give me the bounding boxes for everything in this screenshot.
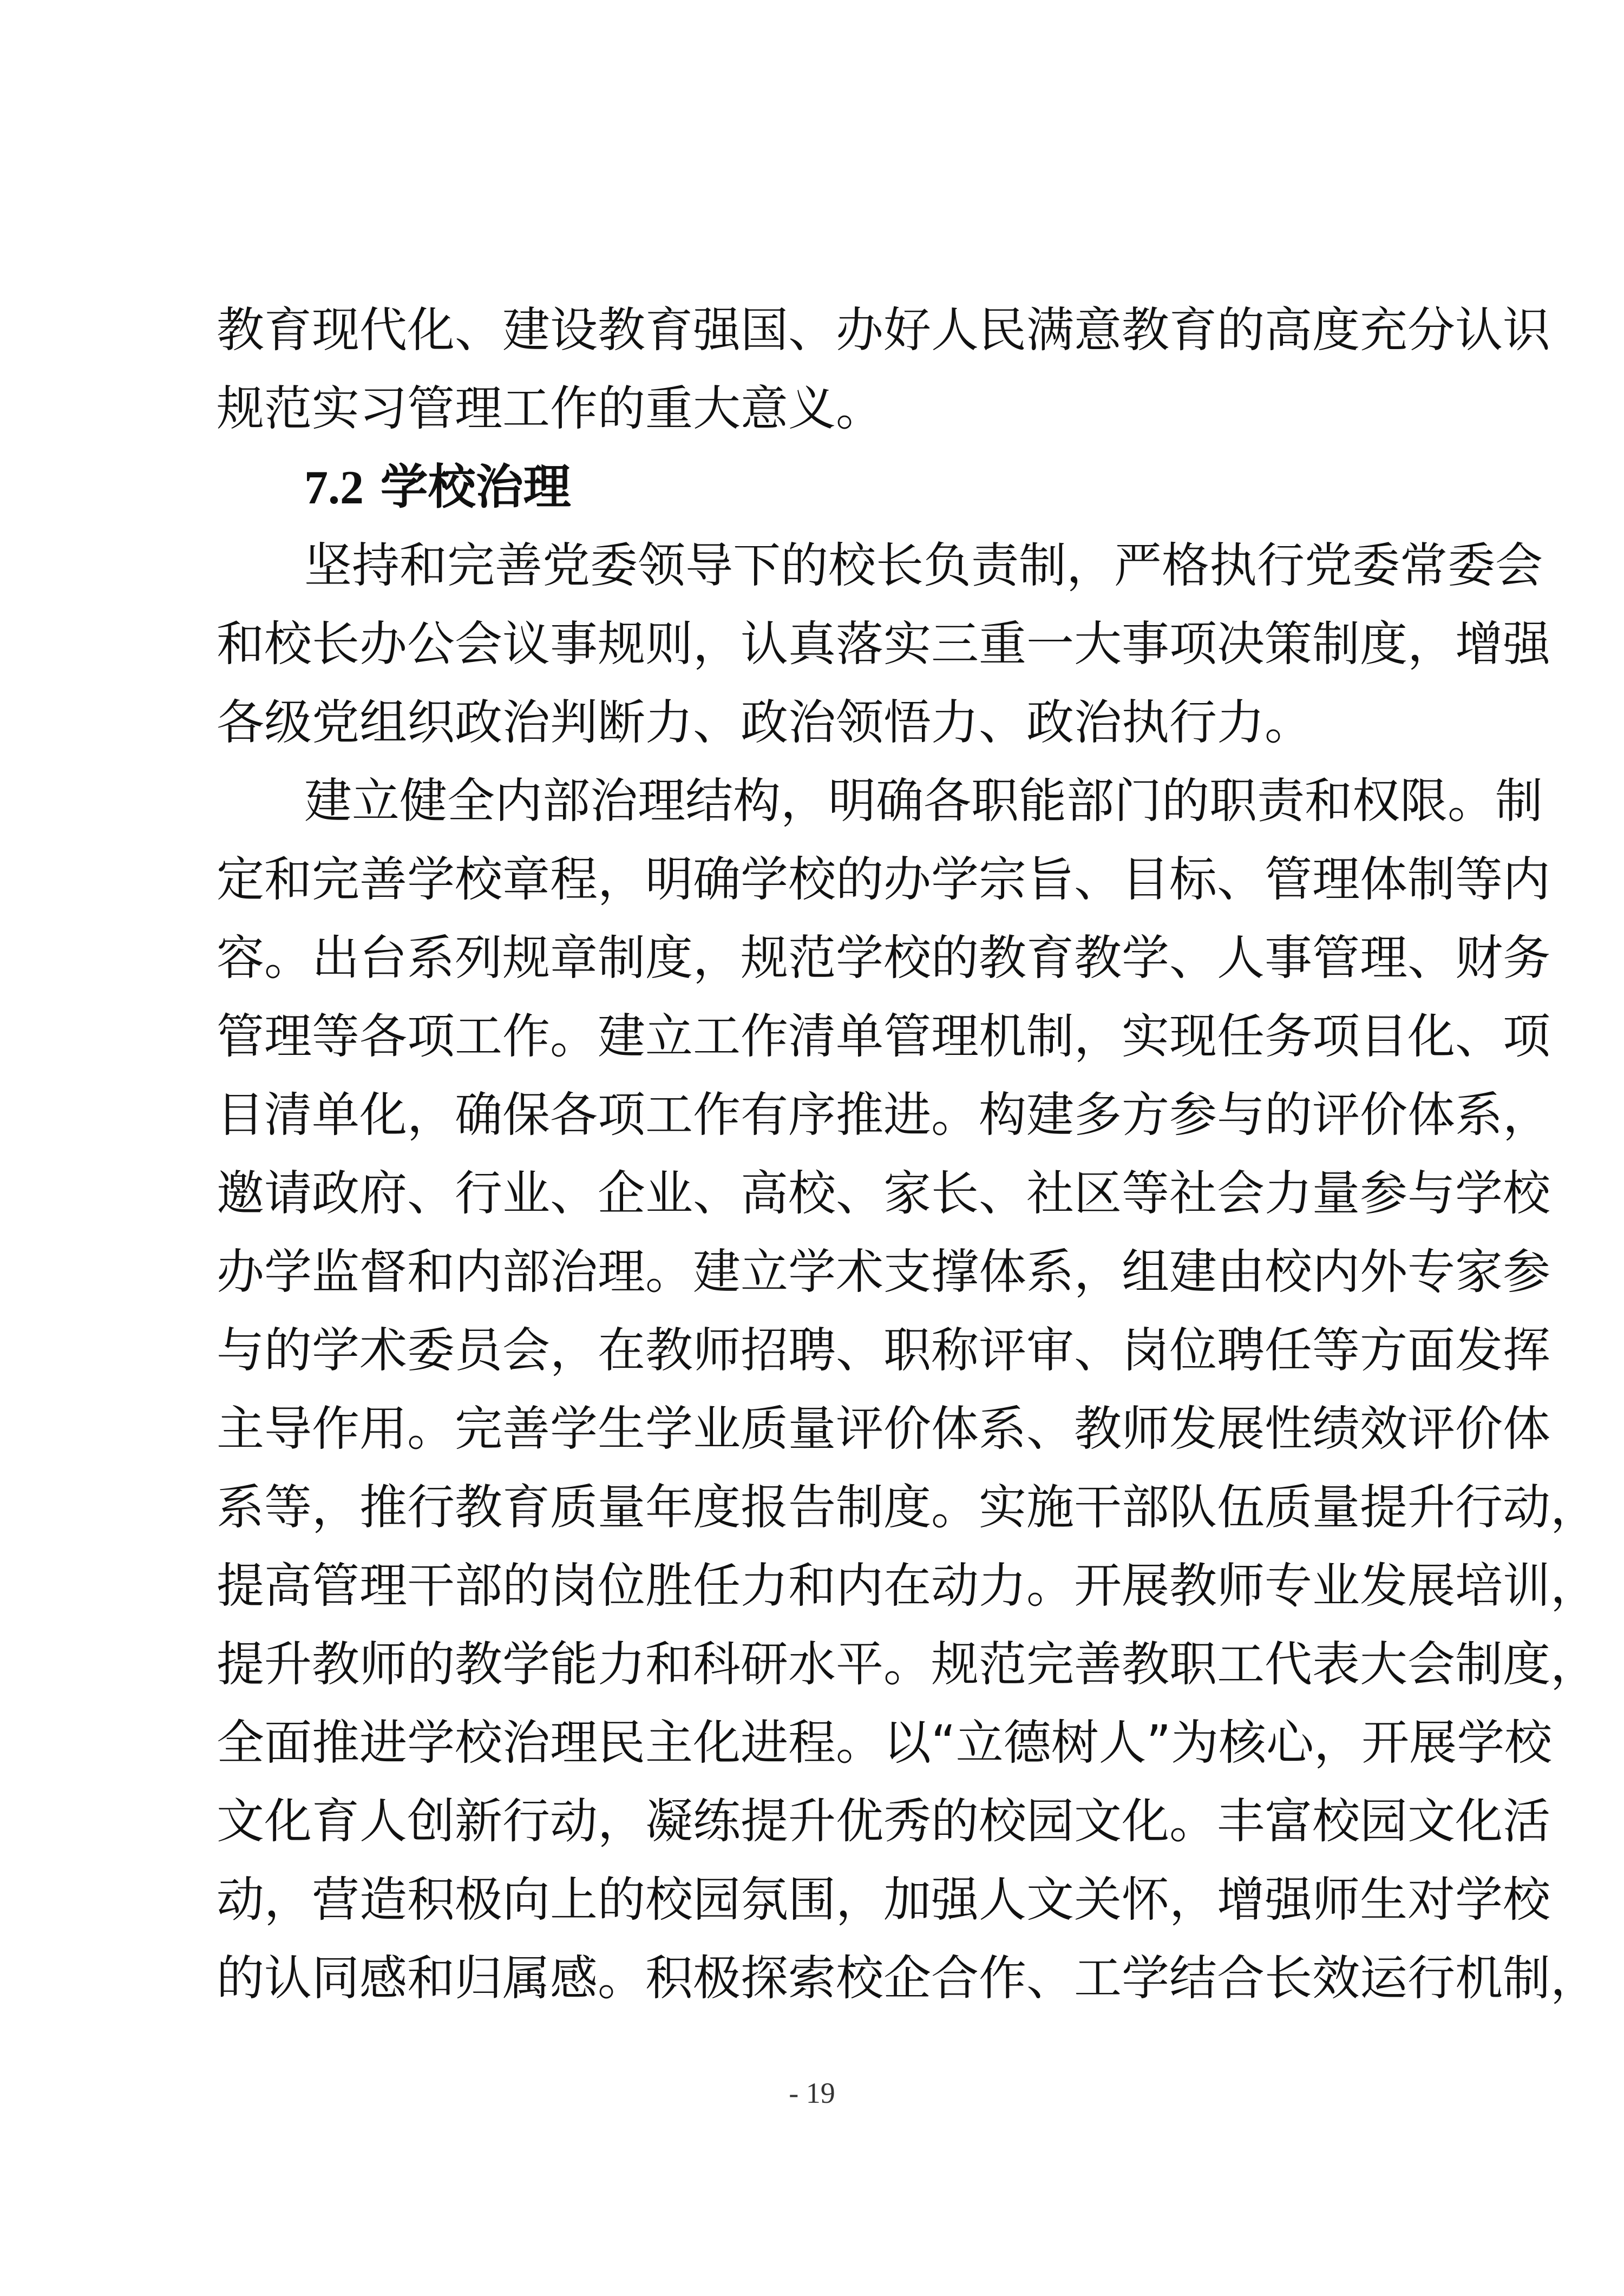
- paragraph-line: 邀请政府、行业、企业、高校、家长、社区等社会力量参与学校: [217, 1165, 1551, 1221]
- paragraph-line: 动，营造积极向上的校园氛围，加强人文关怀，增强师生对学校: [217, 1872, 1551, 1927]
- paragraph-line: 提高管理干部的岗位胜任力和内在动力。开展教师专业发展培训，: [217, 1558, 1599, 1613]
- paragraph-line: 管理等各项工作。建立工作清单管理机制，实现任务项目化、项: [217, 1008, 1551, 1064]
- paragraph-line: 和校长办公会议事规则，认真落实三重一大事项决策制度，增强: [217, 616, 1551, 672]
- section-heading: [304, 457, 846, 517]
- section-number: 7.2: [304, 462, 364, 514]
- paragraph-line: 容。出台系列规章制度，规范学校的教育教学、人事管理、财务: [217, 930, 1551, 986]
- paragraph-line: 全面推进学校治理民主化进程。以“立德树人”为核心，开展学校: [217, 1715, 1553, 1770]
- paragraph-line: 与的学术委员会，在教师招聘、职称评审、岗位聘任等方面发挥: [217, 1322, 1551, 1378]
- paragraph-line: 办学监督和内部治理。建立学术支撑体系，组建由校内外专家参: [217, 1244, 1551, 1300]
- paragraph-line: 目清单化，确保各项工作有序推进。构建多方参与的评价体系，: [217, 1087, 1551, 1143]
- paragraph-line: 的认同感和归属感。积极探索校企合作、工学结合长效运行机制，: [217, 1950, 1599, 2006]
- paragraph-line: 文化育人创新行动，凝练提升优秀的校园文化。丰富校园文化活: [217, 1793, 1551, 1849]
- paragraph-line: 定和完善学校章程，明确学校的办学宗旨、目标、管理体制等内: [217, 851, 1551, 907]
- paragraph-line: 教育现代化、建设教育强国、办好人民满意教育的高度充分认识: [217, 302, 1551, 358]
- paragraph-line: 系等，推行教育质量年度报告制度。实施干部队伍质量提升行动，: [217, 1479, 1599, 1535]
- paragraph-line: 建立健全内部治理结构，明确各职能部门的职责和权限。制: [304, 773, 1543, 829]
- page-number: - 19: [789, 2077, 835, 2109]
- section-title: 学校治理: [380, 459, 571, 515]
- paragraph-line: 各级党组织政治判断力、政治领悟力、政治执行力。: [217, 694, 1313, 750]
- paragraph-line: 提升教师的教学能力和科研水平。规范完善教职工代表大会制度，: [217, 1636, 1599, 1692]
- paragraph-line: 主导作用。完善学生学业质量评价体系、教师发展性绩效评价体: [217, 1401, 1551, 1457]
- paragraph-line: 坚持和完善党委领导下的校长负责制，严格执行党委常委会: [304, 537, 1543, 593]
- paragraph-line: 规范实习管理工作的重大意义。: [217, 381, 884, 436]
